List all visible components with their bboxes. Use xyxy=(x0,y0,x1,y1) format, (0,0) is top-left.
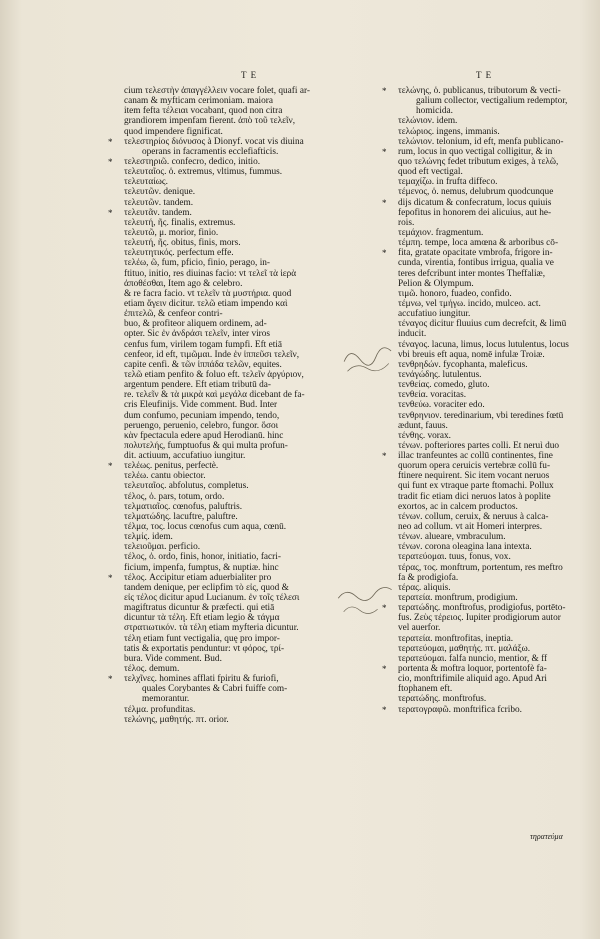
entry-text: buo, & profiteor aliquem ordinem, ad- xyxy=(124,319,267,330)
entry-text: κὰν fpectacula edere apud Herodianū. hinc xyxy=(124,430,284,441)
text-line xyxy=(398,228,588,238)
text-line xyxy=(398,187,588,197)
entry-text: τελώριος. ingens, immanis. xyxy=(398,126,500,137)
text-line xyxy=(398,634,588,644)
entry-text: πολυτελής, fumptuofus & qui multa profun- xyxy=(124,440,288,451)
entry-text: τελευτῶ, μ. morior, finio. xyxy=(124,227,219,238)
entry-text: rum, locus in quo vectigal colligitur, & in xyxy=(398,146,553,157)
entry-text: εἰς τέλος dicitur apud Lucianum. ἐν τοῖς τέλεσι xyxy=(124,593,300,604)
entry-text: τελευταῖος. abfolutus, completus. xyxy=(124,481,249,492)
asterisk-marker: * xyxy=(108,572,113,583)
entry-text: quorum opera ceruicis vertebræ collū fu- xyxy=(398,461,551,472)
entry-text: τέρας, τος. monftrum, portentum, res meftro xyxy=(398,562,563,573)
text-line xyxy=(398,674,588,684)
entry-text: galium collector, vectigalium redemptor, xyxy=(416,96,568,107)
text-line xyxy=(398,127,588,137)
entry-text: τελευτή, ῆς. obitus, finis, mors. xyxy=(124,238,241,249)
entry-text: τελώνιον. idem. xyxy=(398,116,458,127)
entry-text: accufatiuo iungitur. xyxy=(398,309,471,320)
entry-text: bura. Vide comment. Bud. xyxy=(124,653,222,664)
entry-text: homicida. xyxy=(416,106,453,117)
text-line xyxy=(124,552,346,562)
asterisk-marker: * xyxy=(382,603,387,614)
text-line xyxy=(398,116,588,126)
entry-text: τελειοῦμαι. perficio. xyxy=(124,542,201,553)
text-line xyxy=(398,421,588,431)
entry-text: τελχῖνες. homines afflati fpiritu & furiofi, xyxy=(124,674,279,685)
entry-text: cio, monftrifimile aliquid ago. Apud Ari xyxy=(398,674,547,685)
entry-text: etiam ἄγειν dicitur. τελῶ etiam impendo καὶ xyxy=(124,298,288,309)
entry-text: τέμπη. tempe, loca amœna & arboribus cō- xyxy=(398,238,559,249)
text-line xyxy=(124,634,346,644)
text-line xyxy=(124,167,346,177)
entry-text: portenta & moftra loquor, portentofè fa- xyxy=(398,664,547,675)
text-line xyxy=(398,319,588,329)
entry-text: τελευτή, ῆς. finalis, extremus. xyxy=(124,217,236,228)
entry-text: fa & prodigiofa. xyxy=(398,572,459,583)
entry-text: τελέω, ῶ, fum, pficio, finio, perago, in- xyxy=(124,258,271,269)
entry-text: tatis & exportatis penduntur: vt φόρος, τρί- xyxy=(124,643,285,654)
text-line xyxy=(382,197,588,208)
text-line xyxy=(124,86,346,96)
text-line xyxy=(398,623,588,633)
text-line xyxy=(382,86,588,96)
text-line xyxy=(124,360,346,370)
entry-text: τελώνης, μαθητής. πτ. orior. xyxy=(124,714,229,725)
text-line xyxy=(124,198,346,208)
asterisk-marker: * xyxy=(382,451,387,462)
text-line xyxy=(398,471,588,481)
entry-text: fepofitus in honorem dei alicuius, aut he- xyxy=(398,207,552,218)
entry-text: dijs dicatum & confecratum, locus quiuis xyxy=(398,197,552,208)
left-column xyxy=(108,86,346,725)
text-line xyxy=(398,481,588,491)
text-line xyxy=(398,441,588,451)
text-line xyxy=(124,431,346,441)
entry-text: τερατογραφῶ. monftrifica fcribo. xyxy=(398,704,522,715)
text-line xyxy=(124,218,346,228)
entry-text: illac tranfeuntes ac collū continentes, fine xyxy=(398,451,553,462)
asterisk-marker: * xyxy=(108,136,113,147)
text-line xyxy=(108,461,346,472)
asterisk-marker: * xyxy=(108,674,113,685)
entry-text: τελευτῶν. denique. xyxy=(124,187,196,198)
text-line xyxy=(398,208,588,218)
entry-text: dum confumo, pecuniam impendo, tendo, xyxy=(124,410,280,421)
text-line xyxy=(124,127,346,137)
text-line xyxy=(398,411,588,421)
entry-text: τερατεύομαι, μαθητής. πτ. μαλάξω. xyxy=(398,643,531,654)
text-line xyxy=(398,96,588,106)
text-line xyxy=(124,705,346,715)
entry-text: ftinere nequirent. Sic item vocant neruos xyxy=(398,471,550,482)
asterisk-marker: * xyxy=(382,664,387,675)
text-line xyxy=(398,350,588,360)
entry-text: τερατεύομαι. tuus, fonus, vox. xyxy=(398,552,511,563)
entry-text: τελῶ etiam penfito & foluo eft. τελεῖν ἀργύριον, xyxy=(124,369,304,380)
entry-text: cenfus fum, virilem togam fumpfi. Eft etiā xyxy=(124,339,283,350)
text-line xyxy=(398,684,588,694)
entry-text: τερατώδης. monftrofus. xyxy=(398,694,487,705)
text-line xyxy=(398,289,588,299)
text-line xyxy=(124,329,346,339)
entry-text: neo ad collum. vt ait Homeri interpres. xyxy=(398,522,543,533)
entry-text: argentum pendere. Eft etiam tributū da- xyxy=(124,380,271,391)
text-line xyxy=(124,411,346,421)
text-line xyxy=(124,471,346,481)
text-line xyxy=(398,502,588,512)
entry-text: τιμῶ. honoro, fuadeo, confido. xyxy=(398,288,512,299)
entry-text: ædunt, fauus. xyxy=(398,420,448,431)
entry-text: τένων. pofteriores partes colli. Et neruì duo xyxy=(398,440,560,451)
entry-text: dit. actiuum, accufatiuo iungitur. xyxy=(124,451,246,462)
handwritten-margin-note-2 xyxy=(333,579,407,628)
entry-text: τελευτᾶν. tandem. xyxy=(124,207,192,218)
text-line xyxy=(108,156,346,167)
entry-text: τελευτητικός. perfectum effe. xyxy=(124,248,234,259)
entry-text: τέμενος, ὁ. nemus, delubrum quodcunque xyxy=(398,187,554,198)
entry-text: τένων. alueare, vmbraculum. xyxy=(398,532,506,543)
text-line xyxy=(124,319,346,329)
entry-text: cunda, virentia, fontibus irrigua, qualia ve xyxy=(398,258,554,269)
text-line xyxy=(124,684,346,694)
text-line xyxy=(398,552,588,562)
entry-text: τερατεία. monftrofitas, ineptia. xyxy=(398,633,514,644)
handwritten-margin-note xyxy=(337,334,402,384)
text-line xyxy=(398,461,588,471)
entry-text: τελεστηριῶ. confecro, dedico, initio. xyxy=(124,156,261,167)
entry-text: τένων. collum, ceruix, & neruus à calca- xyxy=(398,511,549,522)
entry-text: canam & myfticam cerimoniam. maiora xyxy=(124,96,273,107)
text-line xyxy=(108,572,346,583)
text-line xyxy=(124,238,346,248)
entry-text: τέναγος. lacuna, limus, locus lutulentus, locus xyxy=(398,339,569,350)
entry-text: τελεστηρίος διόνυσος à Dionyf. vocat vis diuina xyxy=(124,136,304,147)
text-line xyxy=(398,390,588,400)
text-line xyxy=(124,593,346,603)
text-line xyxy=(124,309,346,319)
entry-text: qui funt ex vtraque parte ftomachi. Pollux xyxy=(398,481,554,492)
text-line xyxy=(124,441,346,451)
text-line xyxy=(398,563,588,573)
entry-text: quod eft vectigal. xyxy=(398,167,463,178)
text-line xyxy=(124,258,346,268)
entry-text: fus. Ζεὺς τέρειος. Iupiter prodigiorum autor xyxy=(398,613,561,624)
entry-text: τελματώδης. lacuftre, paluftre. xyxy=(124,511,238,522)
text-line xyxy=(124,370,346,380)
entry-text: exortos, ac in calcem productos. xyxy=(398,501,518,512)
running-head xyxy=(0,70,600,84)
text-line xyxy=(398,593,588,603)
entry-text: τενθεία. voracitas. xyxy=(398,390,467,401)
text-line xyxy=(398,431,588,441)
entry-text: magiftratus dicuntur & præfecti. qui etiā xyxy=(124,603,275,614)
text-line xyxy=(124,522,346,532)
entry-text: τελέω. cantu obiector. xyxy=(124,471,206,482)
text-line xyxy=(124,715,346,725)
entry-text: re. τελεῖν & τὰ μικρὰ καὶ μεγάλα dicebant de fa- xyxy=(124,390,305,401)
running-head-left: T E xyxy=(241,70,258,80)
text-line xyxy=(124,96,346,106)
asterisk-marker: * xyxy=(382,86,387,96)
right-column xyxy=(382,86,588,715)
text-line xyxy=(124,542,346,552)
text-line xyxy=(382,248,588,259)
text-line xyxy=(124,279,346,289)
text-line xyxy=(398,299,588,309)
running-head-right: T E xyxy=(476,70,493,80)
entry-text: ficium, impenfa, fumptus, & nuptiæ. hinc xyxy=(124,562,279,573)
entry-text: τενθρηνιον. teredinarium, vbi teredines fœtū xyxy=(398,410,564,421)
entry-text: τέλμα, τος. locus cœnofus cum aqua, cœnū. xyxy=(124,522,287,533)
entry-text: τερατεία. monftrum, prodigium. xyxy=(398,593,518,604)
entry-text: τέλη etiam funt vectigalia, quę pro impor- xyxy=(124,633,280,644)
text-line xyxy=(124,340,346,350)
asterisk-marker: * xyxy=(108,461,113,472)
text-line xyxy=(108,674,346,685)
text-line xyxy=(124,563,346,573)
entry-text: τέναγος dicitur fluuius cum decrefcit, & limū xyxy=(398,319,567,330)
entry-text: cenfeor, id eft, τιμῶμαι. Inde ἐν ἱππεῦσι τελεῖν, xyxy=(124,349,300,360)
entry-text: cris Eleufinijs. Vide comment. Bud. Inter xyxy=(124,400,278,411)
entry-text: memorantur. xyxy=(142,694,190,705)
entry-text: τέλος, ὁ. ordo, finis, honor, initiatio, facri- xyxy=(124,552,281,563)
text-line xyxy=(124,451,346,461)
entry-text: τενθεύω. voraciter edo. xyxy=(398,400,485,411)
entry-text: τέρας. aliquis. xyxy=(398,582,451,593)
entry-text: fita, gratate opacitate vmbrofa, frigore in- xyxy=(398,248,553,259)
text-line xyxy=(124,492,346,502)
entry-text: τελευταίως. xyxy=(124,177,168,188)
entry-text: opter. Sic ἐν ἀνδράσι τελεῖν, inter viros xyxy=(124,329,271,340)
entry-text: inducit. xyxy=(398,329,427,340)
entry-text: grandiorem impenfam fierent. ἀπὸ τοῦ τελεῖν, xyxy=(124,116,296,127)
text-line xyxy=(124,390,346,400)
text-line xyxy=(398,532,588,542)
text-line xyxy=(124,289,346,299)
text-line xyxy=(398,613,588,623)
entry-text: τέλος. demum. xyxy=(124,664,180,675)
text-line xyxy=(124,613,346,623)
text-line xyxy=(398,309,588,319)
handwritten-scribble xyxy=(337,334,402,382)
entry-text: teres defcribunt inter montes Theffaliæ, xyxy=(398,268,546,279)
entry-text: Pelion & Olympum. xyxy=(398,278,474,289)
entry-text: τερατεύομαι. falfa nuncio, mentior, & ff xyxy=(398,653,548,664)
text-line xyxy=(398,360,588,370)
text-line xyxy=(398,137,588,147)
entry-text: τελώνης, ὁ. publicanus, tributorum & vecti- xyxy=(398,86,561,96)
text-line xyxy=(124,400,346,410)
text-line xyxy=(124,421,346,431)
text-line xyxy=(398,492,588,502)
text-line xyxy=(398,167,588,177)
text-line xyxy=(382,451,588,462)
text-line xyxy=(124,228,346,238)
asterisk-marker: * xyxy=(382,248,387,259)
entry-text: τεμαχίζω. in frufta diffeco. xyxy=(398,177,498,188)
asterisk-marker: * xyxy=(382,197,387,208)
entry-text: cium τελεστὴν ἀπαγγέλλειν vocare folet, quafi ar- xyxy=(124,86,310,96)
text-line xyxy=(124,177,346,187)
text-line xyxy=(398,583,588,593)
handwritten-scribble-2 xyxy=(333,579,407,626)
entry-text: τένθης. vorax. xyxy=(398,430,451,441)
text-line xyxy=(398,329,588,339)
entry-text: vel auerfor. xyxy=(398,623,441,634)
text-line xyxy=(108,136,346,147)
entry-text: quod impendere fignificat. xyxy=(124,126,223,137)
text-line xyxy=(124,380,346,390)
entry-text: τελευταῖος. ὁ. extremus, vltimus, fummus. xyxy=(124,167,283,178)
entry-text: τενθρηδών. fycophanta, maleficus. xyxy=(398,359,528,370)
text-line xyxy=(398,269,588,279)
entry-text: dicuntur τὰ τέλη. Eft etiam legio & τάγμα xyxy=(124,613,280,624)
text-line xyxy=(398,238,588,248)
entry-text: peruengo, peruenio, celebro, fungor. ὅσοι xyxy=(124,420,279,431)
text-line xyxy=(124,623,346,633)
text-line xyxy=(382,146,588,157)
text-line xyxy=(398,694,588,704)
entry-text: τενάγώδης. lutulentus. xyxy=(398,369,482,380)
entry-text: item fefta τέλειαι vocabant, quod non citra xyxy=(124,106,283,117)
entry-text: τεμάχιον. fragmentum. xyxy=(398,227,484,238)
entry-text: τενθείας. comedo, gluto. xyxy=(398,380,490,391)
asterisk-marker: * xyxy=(382,146,387,157)
entry-text: τελμίς. idem. xyxy=(124,532,173,543)
entry-text: quales Corybantes & Cabri fuiffe com- xyxy=(142,684,288,695)
text-line xyxy=(398,370,588,380)
text-line xyxy=(398,157,588,167)
entry-text: τελματιαῖος. cœnofus, paluftris. xyxy=(124,501,243,512)
text-line xyxy=(124,694,346,704)
entry-text: tradit fic etiam dici neruos latos à poplite xyxy=(398,491,551,502)
text-line xyxy=(124,603,346,613)
text-line xyxy=(398,177,588,187)
text-line xyxy=(124,664,346,674)
entry-text: tandem denique, per eclipfim τὸ εἰς, quod & xyxy=(124,582,289,593)
text-line xyxy=(124,116,346,126)
text-line xyxy=(124,269,346,279)
entry-text: & re facra facio. vt τελεῖν τὰ μυστήρια. quod xyxy=(124,288,292,299)
text-line xyxy=(398,644,588,654)
text-line xyxy=(124,654,346,664)
entry-text: rois. xyxy=(398,217,415,228)
entry-text: τελέως. penitus, perfectè. xyxy=(124,461,219,472)
text-line xyxy=(124,502,346,512)
text-line xyxy=(398,258,588,268)
text-line xyxy=(398,512,588,522)
asterisk-marker: * xyxy=(108,156,113,167)
entry-text: τένων. corona oleagina lana intexta. xyxy=(398,542,532,553)
text-line xyxy=(124,350,346,360)
entry-text: capite cenfi. & τῶν ἱππάδα τελῶν, equites. xyxy=(124,359,282,370)
text-line xyxy=(398,380,588,390)
entry-text: ἐπιτελῶ, & cenfeor contri- xyxy=(124,309,223,320)
entry-text: ftituo, initio, res diuinas facio: vt τελεῖ τὰ ἱερὰ xyxy=(124,268,297,279)
text-line xyxy=(124,481,346,491)
entry-text: vbi breuis eft aqua, nomē infulæ Troiæ. xyxy=(398,349,545,360)
asterisk-marker: * xyxy=(108,207,113,218)
entry-text: ftophanem eft. xyxy=(398,684,453,695)
entry-text: τέλος. Accipitur etiam aduerbialiter pro xyxy=(124,572,272,583)
text-line xyxy=(398,106,588,116)
text-line xyxy=(124,248,346,258)
text-line xyxy=(398,542,588,552)
text-line xyxy=(398,218,588,228)
text-line xyxy=(124,147,346,157)
text-line xyxy=(398,400,588,410)
entry-text: τερατώδης. monftrofus, prodigiofus, portēto- xyxy=(398,603,566,614)
text-line xyxy=(124,106,346,116)
text-line xyxy=(382,603,588,614)
entry-text: quo τελώνης fedet tributum exiges, à τελῶ, xyxy=(398,156,559,167)
text-line xyxy=(124,187,346,197)
entry-text: τέλμα. profunditas. xyxy=(124,704,196,715)
entry-text: operans in facramentis ecclefiafticis. xyxy=(142,146,279,157)
text-line xyxy=(398,522,588,532)
entry-text: στρατιωτικόν. τὰ τέλη etiam myfteria dicuntur. xyxy=(124,623,299,634)
text-line xyxy=(124,299,346,309)
entry-text: ἀποθέσθαι, Item ago & celebro. xyxy=(124,278,243,289)
text-line xyxy=(124,512,346,522)
text-line xyxy=(398,279,588,289)
text-line xyxy=(124,532,346,542)
text-line xyxy=(124,644,346,654)
entry-text: τελευτῶν. tandem. xyxy=(124,197,194,208)
text-line xyxy=(398,654,588,664)
text-line xyxy=(382,664,588,675)
entry-text: τέμνω, vel τμήγω. incido, mulceo. act. xyxy=(398,298,541,309)
text-line xyxy=(382,704,588,715)
text-line xyxy=(398,573,588,583)
catchword: τηρατεύμα xyxy=(530,832,563,841)
text-line xyxy=(108,207,346,218)
text-line xyxy=(398,340,588,350)
entry-text: τέλος, ὁ. pars, totum, ordo. xyxy=(124,491,225,502)
text-line xyxy=(124,583,346,593)
asterisk-marker: * xyxy=(382,704,387,715)
entry-text: τελώνιον. telonium, id eft, menfa publicano- xyxy=(398,136,564,147)
